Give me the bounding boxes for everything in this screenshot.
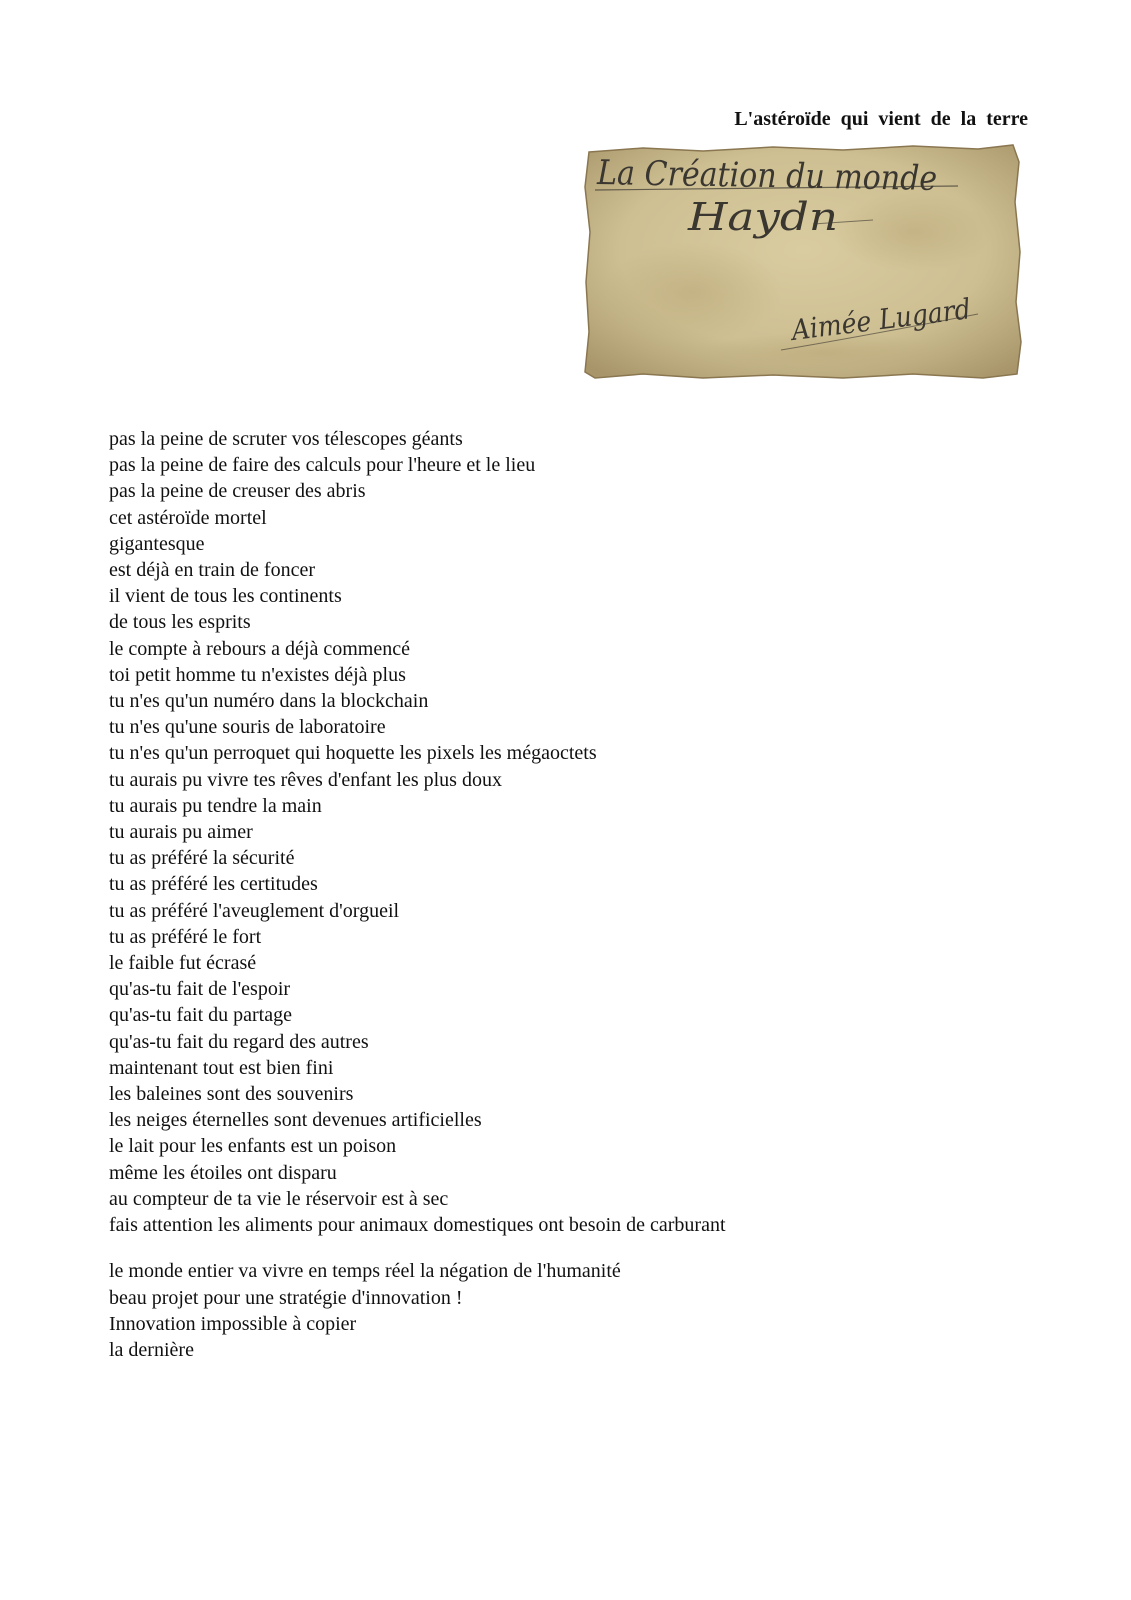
poem-line: qu'as-tu fait du regard des autres bbox=[109, 1030, 369, 1053]
poem-line: le compte à rebours a déjà commencé bbox=[109, 637, 410, 660]
card-signature: Aimée Lugard bbox=[789, 289, 993, 347]
poem-line: de tous les esprits bbox=[109, 611, 251, 634]
poem-line: tu aurais pu vivre tes rêves d'enfant les plus doux bbox=[109, 768, 502, 791]
poem-line: la dernière bbox=[109, 1338, 194, 1361]
poem-stanza-1 bbox=[109, 426, 1009, 1238]
poem-line: tu as préféré les certitudes bbox=[109, 873, 318, 896]
card-line-creation: La Création du monde bbox=[596, 153, 983, 200]
stanza-gap bbox=[109, 1238, 1009, 1258]
poem-line: tu n'es qu'un perroquet qui hoquette les pixels les mégaoctets bbox=[109, 742, 597, 765]
poem-line: le monde entier va vivre en temps réel la négation de l'humanité bbox=[109, 1260, 621, 1283]
poem-line: tu as préféré la sécurité bbox=[109, 847, 295, 870]
poem-line: tu as préféré l'aveuglement d'orgueil bbox=[109, 899, 400, 922]
poem-line: maintenant tout est bien fini bbox=[109, 1056, 334, 1079]
poem-line: tu n'es qu'une souris de laboratoire bbox=[109, 716, 386, 739]
poem-line: au compteur de ta vie le réservoir est à sec bbox=[109, 1187, 449, 1210]
poem-line: les neiges éternelles sont devenues artificielles bbox=[109, 1109, 482, 1132]
poem-line: pas la peine de scruter vos télescopes géants bbox=[109, 428, 463, 450]
poem-line: Innovation impossible à copier bbox=[109, 1312, 357, 1335]
handwritten-card-svg bbox=[583, 142, 1033, 392]
poem-line: toi petit homme tu n'existes déjà plus bbox=[109, 663, 406, 686]
poem-body bbox=[109, 426, 1009, 1363]
poem-line: les baleines sont des souvenirs bbox=[109, 1083, 354, 1106]
card-line-composer: Haydn bbox=[686, 195, 838, 239]
poem-line: le lait pour les enfants est un poison bbox=[109, 1135, 397, 1158]
poem-stanza-2 bbox=[109, 1258, 1009, 1363]
poem-line: qu'as-tu fait du partage bbox=[109, 1004, 292, 1027]
document-title: L'astéroïde qui vient de la terre bbox=[734, 108, 1028, 130]
poem-line: le faible fut écrasé bbox=[109, 952, 257, 975]
poem-line: cet astéroïde mortel bbox=[109, 506, 267, 529]
poem-line: tu aurais pu aimer bbox=[109, 821, 253, 844]
poem-line: fais attention les aliments pour animaux domestiques ont besoin de carburant bbox=[109, 1214, 726, 1237]
poem-line: tu aurais pu tendre la main bbox=[109, 794, 322, 817]
poem-line: beau projet pour une stratégie d'innovation ! bbox=[109, 1286, 463, 1309]
poem-line: tu as préféré le fort bbox=[109, 925, 262, 948]
poem-line: même les étoiles ont disparu bbox=[109, 1161, 337, 1184]
poem-line: il vient de tous les continents bbox=[109, 585, 342, 608]
poem-line: qu'as-tu fait de l'espoir bbox=[109, 978, 291, 1001]
poem-line: gigantesque bbox=[109, 532, 205, 555]
poem-line: est déjà en train de foncer bbox=[109, 559, 316, 582]
poem-line: tu n'es qu'un numéro dans la blockchain bbox=[109, 690, 429, 713]
handwritten-card-image bbox=[583, 142, 1033, 392]
poem-line: pas la peine de creuser des abris bbox=[109, 480, 366, 503]
poem-line: pas la peine de faire des calculs pour l'heure et le lieu bbox=[109, 454, 536, 477]
